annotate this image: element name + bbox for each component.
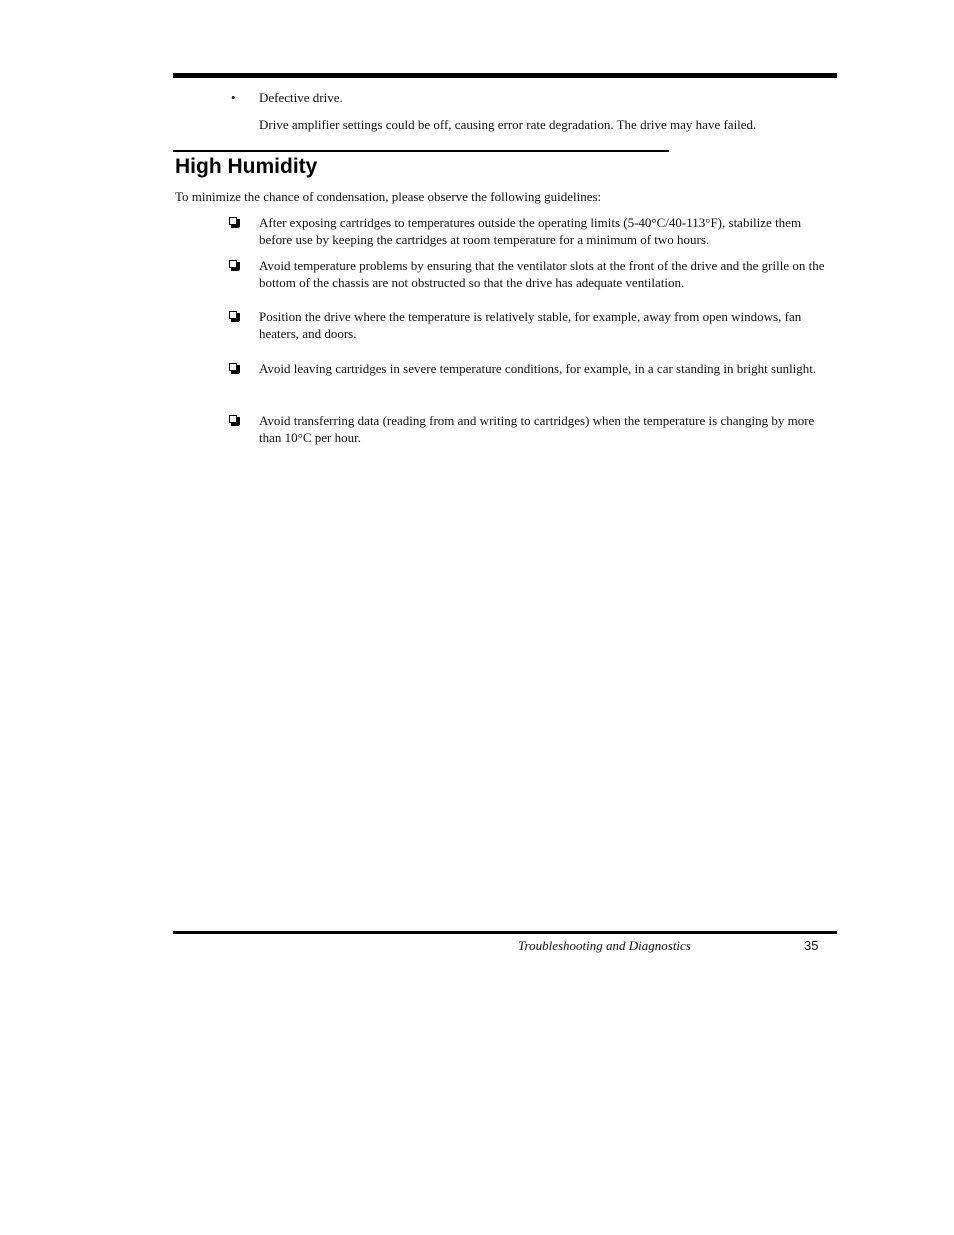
- guideline-text: Position the drive where the temperature is relatively stable, for example, away from open windows, fan heaters, and doors.: [259, 309, 802, 341]
- checkbox-bullet-icon: [229, 363, 237, 371]
- guideline-text: Avoid temperature problems by ensuring that the ventilator slots at the front of the drive and the grille on the bottom of the chassis are not obstructed so that the drive has adequate ventilation.: [259, 258, 825, 290]
- bullet-label: Defective drive.: [259, 90, 343, 105]
- guideline-text: Avoid transferring data (reading from and writing to cartridges) when the temperature is changing by more than 10°C per hour.: [259, 413, 815, 445]
- guideline-text: After exposing cartridges to temperatures outside the operating limits (5-40°C/40-113°F), stabilize them before use by keeping the cartridges at room temperature for a minimum of two hours.: [259, 215, 802, 247]
- bullet-marker: •: [231, 90, 236, 105]
- section-intro: To minimize the chance of condensation, please observe the following guidelines:: [175, 189, 602, 204]
- header-rule: [173, 73, 837, 78]
- checkbox-bullet-icon: [229, 217, 237, 225]
- footer-chapter-title: Troubleshooting and Diagnostics: [518, 938, 691, 953]
- guideline-text: Avoid leaving cartridges in severe temperature conditions, for example, in a car standing in bright sunlight.: [259, 361, 817, 376]
- bullet-description: Drive amplifier settings could be off, causing error rate degradation. The drive may have failed.: [259, 117, 757, 132]
- section-rule: [173, 150, 669, 152]
- checkbox-bullet-icon: [229, 415, 237, 423]
- checkbox-bullet-icon: [229, 311, 237, 319]
- checkbox-bullet-icon: [229, 260, 237, 268]
- footer-rule: [173, 931, 837, 934]
- section-heading: High Humidity: [175, 155, 318, 178]
- footer-page-number: 35: [804, 938, 819, 953]
